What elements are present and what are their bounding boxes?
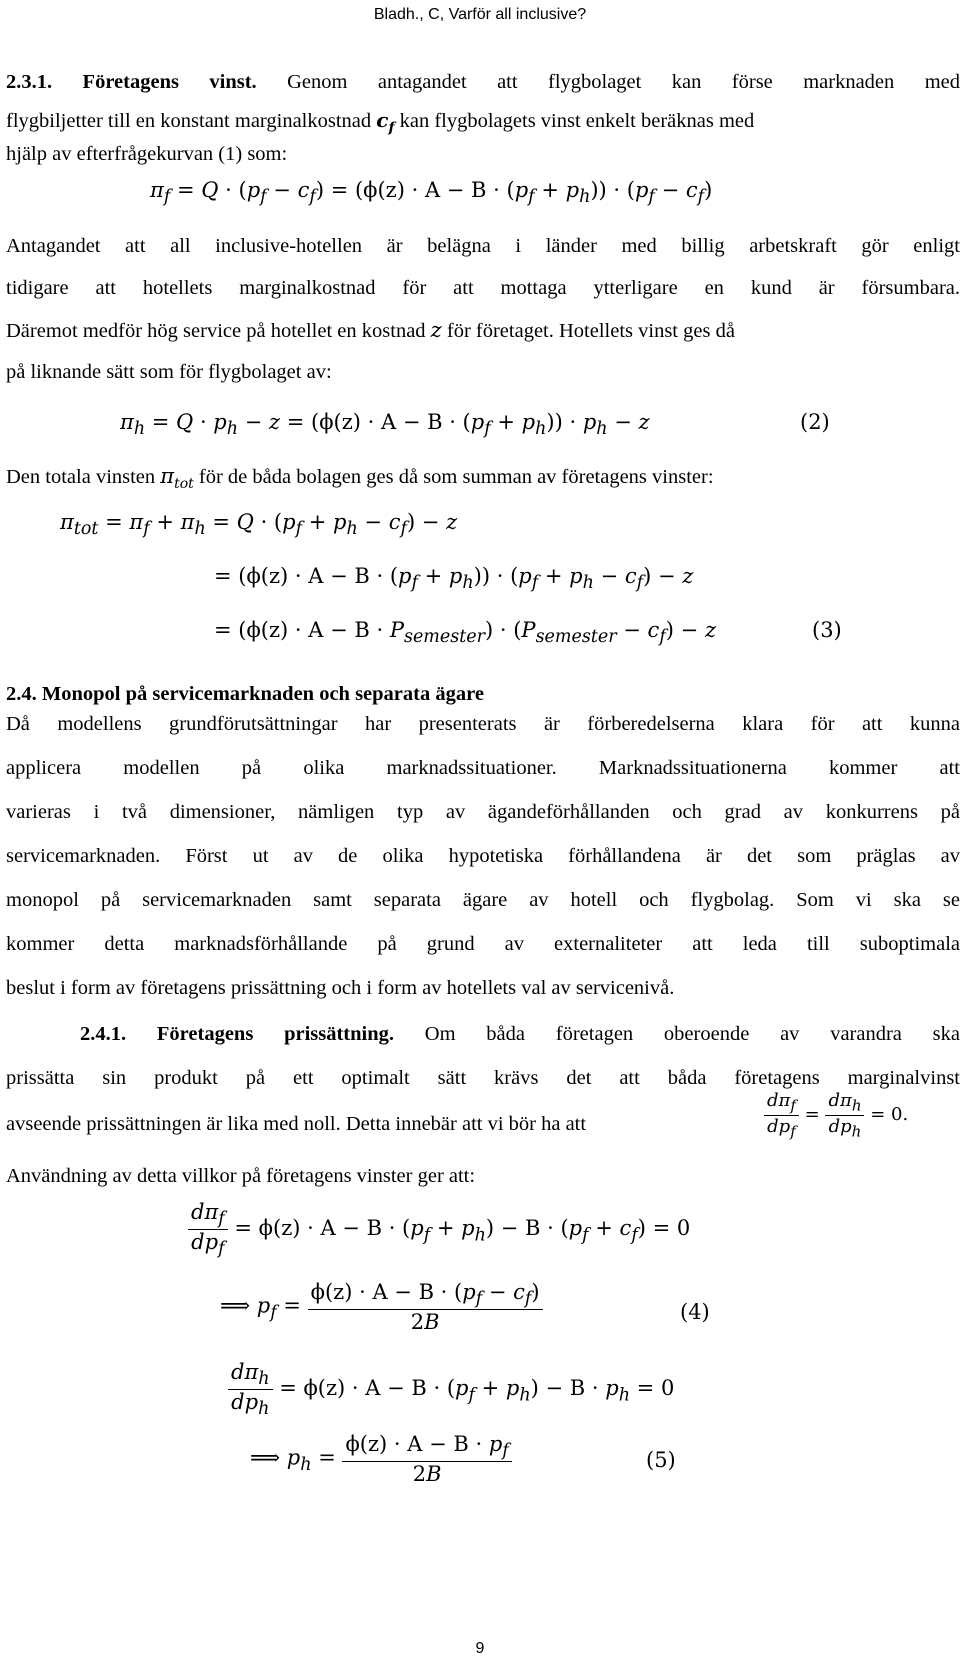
section-241-text-1: Om båda företagen oberoende av varandra ska: [424, 1023, 960, 1045]
section-231-line-2: flygbiljetter till en konstant marginalkostnad $c_f$ kan flygbolagets vinst enkelt beräknas med: [6, 108, 755, 136]
section-24-line-3: varieras i två dimensioner, nämligen typ av ägandeförhållanden och grad av konkurrens på: [6, 801, 960, 823]
equation-3-line-2: = $(\phi(z) \cdot A - B \cdot (p_f + p_h)) \cdot (p_f + p_h - c_f) - z$: [214, 564, 694, 594]
para-hotel-line-3: Däremot medför hög service på hotellet en kostnad z för företaget. Hotellets vinst ges då: [6, 318, 735, 342]
section-231-line-3: hjälp av efterfrågekurvan (1) som:: [6, 143, 288, 165]
para-hotel-line-1: Antagandet att all inclusive-hotellen är belägna i länder med billig arbetskraft gör enligt: [6, 235, 960, 257]
equation-dpi-h: $\frac{d\pi_h}{dp_h}$ = $\phi(z) \cdot A - B \cdot (p_f + p_h) - B \cdot p_h = 0$: [228, 1360, 674, 1419]
section-241-line-2: prissätta sin produkt på ett optimalt sätt krävs det att båda företagens marginalvinst: [6, 1067, 960, 1089]
para-total-text-b: för de båda bolagen ges då som summan av företagens vinster:: [193, 466, 714, 488]
para-total: Den totala vinsten $\pi_{tot}$ för de båda bolagen ges då som summan av företagens vinster:: [6, 464, 714, 493]
equation-2-number: (2): [800, 410, 830, 434]
equation-2: $\pi_h = Q \cdot p_h - z = (\phi(z) \cdot A - B \cdot (p_f + p_h)) \cdot p_h - z$: [120, 410, 650, 440]
section-241-line-3: avseende prissättningen är lika med noll. Detta innebär att vi bör ha att: [6, 1113, 587, 1135]
equation-4-number: (4): [680, 1300, 710, 1324]
section-24-line-5: monopol på servicemarknaden samt separata ägare av hotell och flygbolag. Som vi ska se: [6, 889, 960, 911]
equation-3-line-1: $\pi_{tot} = \pi_f + \pi_h = Q \cdot (p_f + p_h - c_f) - z$: [60, 510, 458, 540]
section-231-text-2b: kan flygbolagets vinst enkelt beräknas med: [394, 110, 755, 132]
section-231-text-1: Genom antagandet att flygbolaget kan förse marknaden med: [287, 71, 960, 93]
section-241-heading: 2.4.1. Företagens prissättning.: [80, 1023, 394, 1045]
equation-pi-f: $\pi_f = Q \cdot (p_f - c_f) = (\phi(z) \cdot A - B \cdot (p_f + p_h)) \cdot (p_f - c_f)$: [150, 178, 713, 208]
para-hotel-text-3a: Däremot medför hög service på hotellet en kostnad: [6, 320, 431, 342]
running-header: Bladh., C, Varför all inclusive?: [373, 6, 587, 23]
section-241-line-4: Användning av detta villkor på företagens vinster ger att:: [6, 1165, 476, 1187]
para-total-text-a: Den totala vinsten: [6, 466, 161, 488]
page-number: 9: [475, 1640, 485, 1657]
para-hotel-line-2: tidigare att hotellets marginalkostnad för att mottaga ytterligare en kund är försumbara.: [6, 277, 960, 299]
section-231-text-2a: flygbiljetter till en konstant marginalkostnad: [6, 110, 377, 132]
equation-4: ⟹ $p_f$ = $\frac{\phi(z) \cdot A - B \cdot (p_f - c_f)}{2B}$: [220, 1280, 543, 1334]
section-24-line-1: Då modellens grundförutsättningar har presenterats är förberedelserna klara för att kunna: [6, 713, 960, 735]
section-24-heading-text: 2.4. Monopol på servicemarknaden och separata ägare: [6, 683, 484, 705]
equation-3-number: (3): [812, 618, 842, 642]
para-hotel-line-4: på liknande sätt som för flygbolaget av:: [6, 361, 332, 383]
section-24-heading: [6, 680, 484, 708]
section-24-line-6: kommer detta marknadsförhållande på grund av externaliteter att leda till suboptimala: [6, 933, 960, 955]
para-hotel-text-3b: för företaget. Hotellets vinst ges då: [441, 320, 735, 342]
equation-3-line-3: = $(\phi(z) \cdot A - B \cdot P_{semester}) \cdot (P_{semester} - c_f) - z$: [214, 618, 717, 648]
section-24-line-2: applicera modellen på olika marknadssituationer. Marknadssituationerna kommer att: [6, 757, 960, 779]
condition-equation: $\frac{d\pi_f}{dp_f}$ = $\frac{d\pi_h}{dp_h}$ = 0.: [764, 1090, 908, 1140]
section-231-heading: 2.3.1. Företagens vinst.: [6, 71, 257, 93]
section-24-line-7: beslut i form av företagens prissättning och i form av hotellets val av servicenivå.: [6, 977, 675, 999]
equation-5: ⟹ $p_h$ = $\frac{\phi(z) \cdot A - B \cdot p_f}{2B}$: [250, 1432, 512, 1486]
equation-dpi-f: $\frac{d\pi_f}{dp_f}$ = $\phi(z) \cdot A - B \cdot (p_f + p_h) - B \cdot (p_f + c_f) = 0$: [188, 1200, 690, 1259]
section-24-line-4: servicemarknaden. Först ut av de olika hypotetiska förhållandena är det som präglas av: [6, 845, 960, 867]
section-231-line-1: [6, 68, 960, 96]
section-241-line-1: [80, 1020, 960, 1048]
equation-5-number: (5): [646, 1448, 676, 1472]
